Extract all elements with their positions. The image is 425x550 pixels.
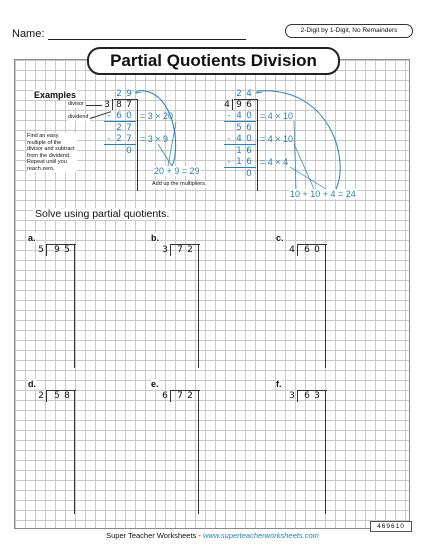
ex2-minus-3: - (227, 157, 231, 167)
ex1-step2-d0: 2 (116, 123, 122, 133)
ex2-step4-d0: 1 (236, 146, 242, 156)
name-label: Name: (12, 28, 45, 40)
ex2-dividend-tens: 9 (236, 100, 242, 110)
ex2-step2-d1: 6 (246, 123, 252, 133)
page-title: Partial Quotients Division (87, 47, 340, 75)
ex2-divisor: 4 (224, 100, 230, 110)
problem-c-bracket-side (297, 244, 298, 256)
ex2-minus-2: - (227, 134, 231, 144)
ex2-link-b (294, 144, 314, 189)
problem-d-label: d. (28, 379, 36, 389)
problem-a-divisor: 5 (38, 245, 44, 255)
ex1-quotient-tens: 2 (116, 89, 122, 99)
ex2-arrow-icon: ← (255, 88, 263, 97)
problem-b-bracket-side (170, 244, 171, 256)
problem-a-dividend-tens: 9 (54, 245, 60, 255)
ex2-step1-d0: 4 (236, 111, 242, 121)
problem-f-dividend-tens: 6 (304, 391, 310, 401)
ex1-divisor: 3 (104, 100, 110, 110)
ex1-step3-d0: 2 (116, 134, 122, 144)
problem-c-dividend-tens: 6 (304, 245, 310, 255)
problem-e-dividend-tens: 7 (177, 391, 183, 401)
problem-d-dividend-tens: 5 (54, 391, 60, 401)
ex2-step2-d0: 5 (236, 123, 242, 133)
problem-b-dividend-ones: 2 (187, 245, 193, 255)
footer (0, 531, 425, 540)
ex2-remainder: 0 (246, 169, 252, 179)
skill-badge: 2-Digit by 1-Digit, No Remainders (285, 24, 413, 38)
problem-f-bracket-side (297, 390, 298, 402)
ex1-minus-2: - (107, 134, 111, 144)
ex1-step3-d1: 7 (126, 134, 132, 144)
problem-e-dividend-ones: 2 (187, 391, 193, 401)
problem-e-work-line (198, 390, 199, 514)
problem-e-divisor: 6 (162, 391, 168, 401)
ex1-link-20 (168, 122, 176, 166)
ex2-minus-1: - (227, 111, 231, 121)
ex2-step3-note: = 4 × 10 (260, 134, 294, 144)
problem-a-bracket-side (46, 244, 47, 256)
problem-d-dividend-ones: 8 (64, 391, 70, 401)
problem-f-dividend-ones: 3 (314, 391, 320, 401)
ex2-quotient-tens: 2 (236, 89, 242, 99)
problem-c-divisor: 4 (289, 245, 295, 255)
multiplier-note: Add up the multipliers. (152, 181, 207, 187)
ex1-remainder: 0 (126, 146, 132, 156)
ex2-dividend-ones: 6 (246, 100, 252, 110)
ex2-link-a (294, 121, 296, 189)
ex1-quotient-ones: 9 (126, 89, 132, 99)
ex2-step4-d1: 6 (246, 146, 252, 156)
problem-c-dividend-ones: 0 (314, 245, 320, 255)
ex2-curve (258, 91, 340, 189)
ex2-step5-d0: 1 (236, 157, 242, 167)
ex1-sum: 20 + 9 = 29 (154, 166, 200, 176)
footer-brand: Super Teacher Worksheets - (106, 531, 203, 540)
problem-e-label: e. (151, 379, 159, 389)
ex2-step5-note: = 4 × 4 (260, 157, 289, 167)
instruction: Solve using partial quotients. (35, 208, 170, 220)
problem-a-dividend-ones: 5 (64, 245, 70, 255)
problem-b-label: b. (151, 233, 159, 243)
ex2-sum: 10 + 10 + 4 = 24 (290, 189, 356, 199)
problem-f-work-line (325, 390, 326, 514)
problem-d-work-line (74, 390, 75, 514)
ex2-step3-d0: 4 (236, 134, 242, 144)
ex2-step1-d1: 0 (246, 111, 252, 121)
ex1-dividend-ones: 7 (126, 100, 132, 110)
divisor-label: divisor (68, 101, 84, 107)
ex1-dividend-tens: 8 (116, 100, 122, 110)
ex1-step2-d1: 7 (126, 123, 132, 133)
ex1-step1-note: = 3 × 20 (140, 111, 174, 121)
problem-f-divisor: 3 (289, 391, 295, 401)
worksheet-code: 469610 (370, 521, 412, 532)
problem-a-label: a. (28, 233, 36, 243)
dividend-label: dividend (68, 114, 89, 120)
ex1-step1-d0: 6 (116, 111, 122, 121)
ex1-step3-note: = 3 × 9 (140, 134, 169, 144)
ex2-step1-note: = 4 × 10 (260, 111, 294, 121)
problem-d-divisor: 2 (38, 391, 44, 401)
ex2-quotient-ones: 4 (246, 89, 252, 99)
examples-side-note: Find an easy multiple of the divisor and subtract from the dividend. Repeat until you reach zero. (27, 133, 77, 172)
problem-d-bracket-side (46, 390, 47, 402)
ex1-minus-1: - (107, 111, 111, 121)
ex1-arrow-icon: ← (134, 88, 142, 97)
footer-url-link[interactable]: www.superteacherworksheets.com (202, 531, 319, 540)
ex2-step3-d1: 0 (246, 134, 252, 144)
problem-a-work-line (74, 244, 75, 368)
problem-c-work-line (325, 244, 326, 368)
problem-c-label: c. (276, 233, 284, 243)
ex2-step5-d1: 6 (246, 157, 252, 167)
examples-heading: Examples (34, 90, 77, 100)
problem-b-divisor: 3 (162, 245, 168, 255)
problem-f-label: f. (276, 379, 282, 389)
ex1-step1-d1: 0 (126, 111, 132, 121)
problem-b-dividend-tens: 7 (177, 245, 183, 255)
problem-b-work-line (198, 244, 199, 368)
problem-e-bracket-side (170, 390, 171, 402)
